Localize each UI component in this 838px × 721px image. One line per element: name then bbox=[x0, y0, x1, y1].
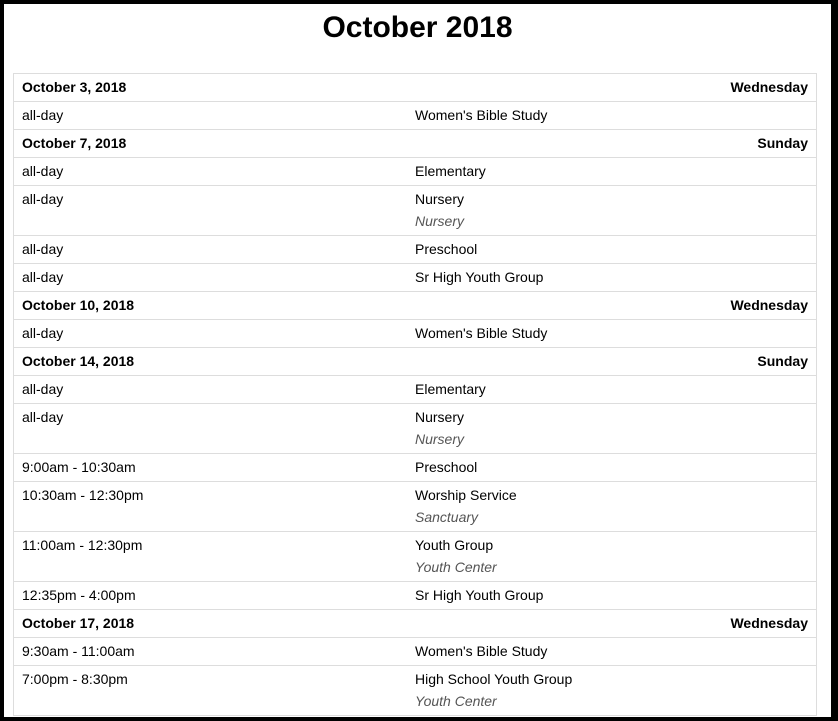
event-row[interactable] bbox=[14, 532, 817, 582]
event-title: Women's Bible Study bbox=[415, 107, 548, 123]
day-header-flex bbox=[22, 135, 808, 152]
event-row[interactable] bbox=[14, 582, 817, 610]
event-details bbox=[415, 264, 817, 292]
event-time: all-day bbox=[22, 409, 64, 425]
day-header-row bbox=[14, 292, 817, 320]
calendar-title: October 2018 bbox=[322, 11, 513, 44]
day-weekday: Wednesday bbox=[730, 297, 808, 313]
day-date: October 3, 2018 bbox=[22, 79, 127, 95]
event-time: 9:00am - 10:30am bbox=[22, 459, 136, 475]
day-date: October 14, 2018 bbox=[22, 353, 135, 369]
event-details bbox=[415, 236, 817, 264]
day-header-flex bbox=[22, 353, 808, 370]
event-row[interactable] bbox=[14, 638, 817, 666]
event-time: 10:30am - 12:30pm bbox=[22, 487, 144, 503]
event-time: 11:00am - 12:30pm bbox=[22, 537, 143, 553]
day-weekday: Sunday bbox=[757, 135, 808, 151]
event-time: 7:00pm - 8:30pm bbox=[22, 671, 128, 687]
event-title: Worship Service bbox=[415, 487, 517, 503]
event-row[interactable] bbox=[14, 264, 817, 292]
event-location: Sanctuary bbox=[415, 509, 479, 525]
event-details bbox=[415, 482, 817, 532]
day-header-row bbox=[14, 74, 817, 102]
event-location: Youth Center bbox=[415, 559, 497, 575]
event-details bbox=[415, 186, 817, 236]
day-header-row bbox=[14, 610, 817, 638]
event-list-body bbox=[14, 74, 817, 716]
event-time: 12:35pm - 4:00pm bbox=[22, 587, 136, 603]
event-title: Women's Bible Study bbox=[415, 325, 548, 341]
event-details bbox=[415, 666, 817, 716]
event-row[interactable] bbox=[14, 236, 817, 264]
event-location: Youth Center bbox=[415, 693, 497, 709]
day-weekday: Sunday bbox=[757, 353, 808, 369]
event-row[interactable] bbox=[14, 482, 817, 532]
event-list-table bbox=[13, 73, 817, 716]
event-row[interactable] bbox=[14, 404, 817, 454]
event-details bbox=[415, 404, 817, 454]
day-date: October 10, 2018 bbox=[22, 297, 135, 313]
day-header-cell bbox=[14, 292, 817, 320]
event-details bbox=[415, 532, 817, 582]
day-header-cell bbox=[14, 610, 817, 638]
event-details bbox=[415, 320, 817, 348]
day-header-flex bbox=[22, 297, 808, 314]
event-title: Women's Bible Study bbox=[415, 643, 548, 659]
event-title: Preschool bbox=[415, 241, 478, 257]
event-details bbox=[415, 582, 817, 610]
day-header-flex bbox=[22, 615, 808, 632]
event-row[interactable] bbox=[14, 376, 817, 404]
event-details bbox=[415, 376, 817, 404]
event-location: Nursery bbox=[415, 431, 465, 447]
event-row[interactable] bbox=[14, 454, 817, 482]
event-details bbox=[415, 638, 817, 666]
day-header-row bbox=[14, 348, 817, 376]
day-weekday: Wednesday bbox=[730, 615, 808, 631]
event-title: Preschool bbox=[415, 459, 478, 475]
event-title: Elementary bbox=[415, 381, 486, 397]
event-row[interactable] bbox=[14, 186, 817, 236]
day-date: October 17, 2018 bbox=[22, 615, 135, 631]
day-header-flex bbox=[22, 79, 808, 96]
event-time: all-day bbox=[22, 163, 64, 179]
event-title: High School Youth Group bbox=[415, 671, 573, 687]
event-title: Sr High Youth Group bbox=[415, 587, 544, 603]
day-header-row bbox=[14, 130, 817, 158]
event-time: 9:30am - 11:00am bbox=[22, 643, 135, 659]
event-time: all-day bbox=[22, 269, 64, 285]
event-details bbox=[415, 102, 817, 130]
event-row[interactable] bbox=[14, 666, 817, 716]
day-date: October 7, 2018 bbox=[22, 135, 127, 151]
event-title: Nursery bbox=[415, 191, 465, 207]
event-details bbox=[415, 454, 817, 482]
event-title: Elementary bbox=[415, 163, 486, 179]
event-row[interactable] bbox=[14, 102, 817, 130]
event-row[interactable] bbox=[14, 158, 817, 186]
event-time: all-day bbox=[22, 107, 64, 123]
day-header-cell bbox=[14, 130, 817, 158]
event-time: all-day bbox=[22, 241, 64, 257]
event-title: Youth Group bbox=[415, 537, 494, 553]
event-time: all-day bbox=[22, 191, 64, 207]
event-details bbox=[415, 158, 817, 186]
day-weekday: Wednesday bbox=[730, 79, 808, 95]
day-header-cell bbox=[14, 348, 817, 376]
event-time: all-day bbox=[22, 325, 64, 341]
day-header-cell bbox=[14, 74, 817, 102]
event-time: all-day bbox=[22, 381, 64, 397]
event-row[interactable] bbox=[14, 320, 817, 348]
event-title: Sr High Youth Group bbox=[415, 269, 544, 285]
event-location: Nursery bbox=[415, 213, 465, 229]
event-title: Nursery bbox=[415, 409, 465, 425]
